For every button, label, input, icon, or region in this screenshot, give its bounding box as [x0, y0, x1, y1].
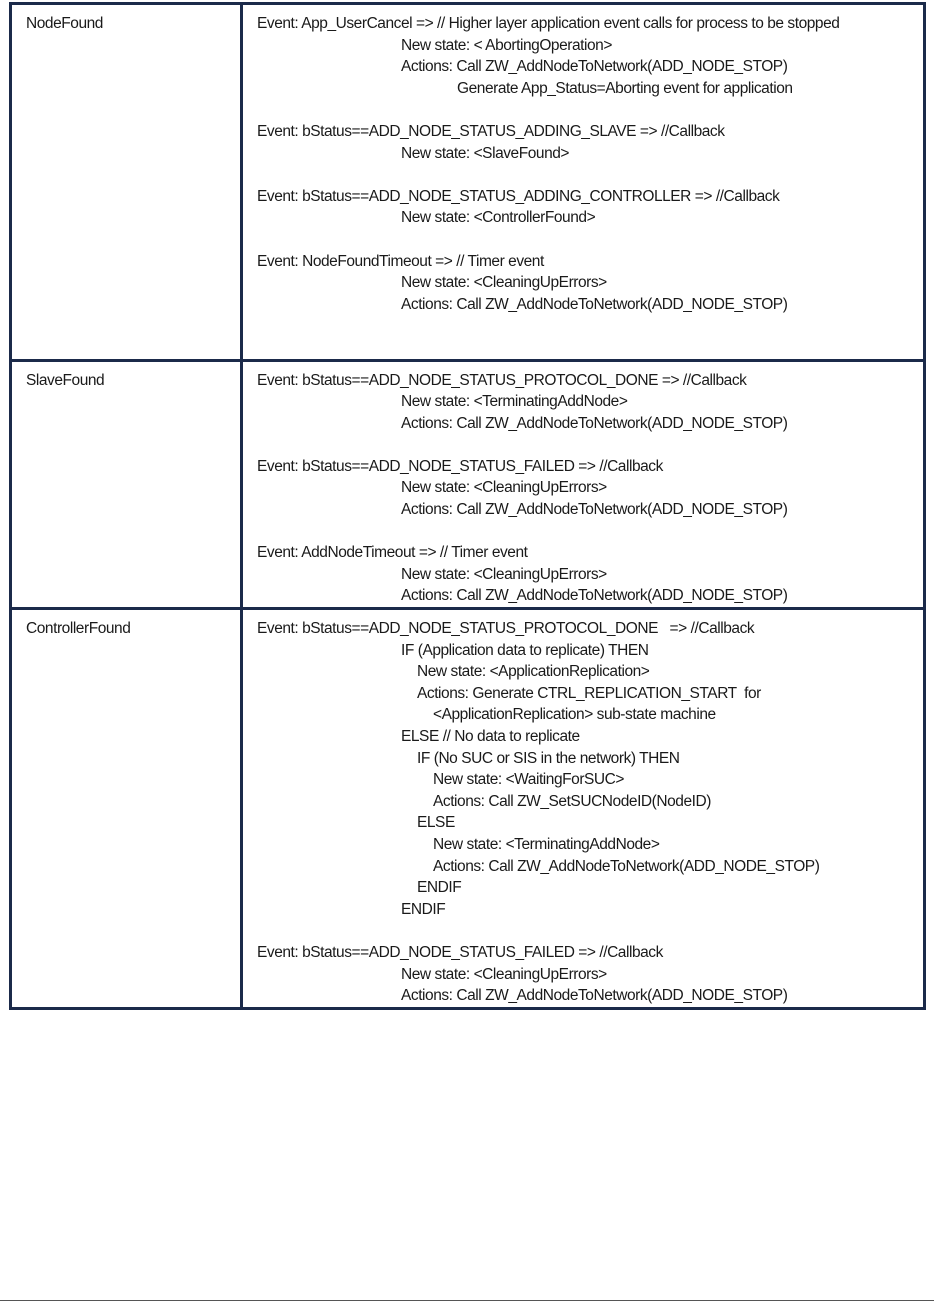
action-line: New state: <TerminatingAddNode> [401, 393, 628, 411]
state-table-body [11, 4, 925, 1009]
state-name: ControllerFound [26, 620, 131, 638]
state-name-cell [11, 609, 242, 1009]
blank-line [257, 315, 923, 337]
event-line: Event: AddNodeTimeout => // Timer event [257, 544, 528, 562]
event-line: Event: App_UserCancel => // Higher layer application event calls for process to be stopped [257, 15, 840, 32]
event-line: Event: bStatus==ADD_NODE_STATUS_ADDING_SLAVE => //Callback [257, 122, 725, 140]
blank-line [257, 920, 923, 942]
event-line: Event: bStatus==ADD_NODE_STATUS_PROTOCOL_DONE => //Callback [257, 371, 747, 389]
blank-line [257, 164, 923, 186]
action-line: New state: < AbortingOperation> [401, 36, 612, 54]
table-row-slavefound [11, 360, 925, 609]
action-line: Actions: Call ZW_SetSUCNodeID(NodeID) [433, 792, 711, 810]
blank-line [257, 521, 923, 543]
action-line: ENDIF [401, 900, 446, 918]
action-line: New state: <CleaningUpErrors> [401, 565, 607, 583]
action-line: New state: <ApplicationReplication> [417, 663, 650, 681]
action-line: New state: <CleaningUpErrors> [401, 274, 607, 292]
action-line: <ApplicationReplication> sub-state machine [433, 706, 716, 724]
state-events-cell [242, 4, 925, 361]
action-line: New state: <WaitingForSUC> [433, 771, 625, 789]
event-line: Event: NodeFoundTimeout => // Timer event [257, 252, 544, 270]
action-line: New state: <ControllerFound> [401, 209, 596, 227]
blank-line [257, 229, 923, 251]
action-line: Actions: Call ZW_AddNodeToNetwork(ADD_NODE_STOP) [401, 987, 788, 1005]
action-line: New state: <TerminatingAddNode> [433, 835, 660, 853]
action-line: Actions: Call ZW_AddNodeToNetwork(ADD_NODE_STOP) [401, 414, 788, 432]
event-line: Event: bStatus==ADD_NODE_STATUS_ADDING_CONTROLLER => //Callback [257, 187, 780, 205]
blank-line [257, 337, 923, 359]
action-line: Actions: Call ZW_AddNodeToNetwork(ADD_NODE_STOP) [401, 58, 788, 76]
action-line: Actions: Call ZW_AddNodeToNetwork(ADD_NODE_STOP) [433, 857, 820, 875]
blank-line [257, 99, 923, 121]
table-row-controllerfound [11, 609, 925, 1009]
action-line: New state: <CleaningUpErrors> [401, 479, 607, 497]
action-line: ELSE [417, 814, 455, 832]
action-line: New state: <SlaveFound> [401, 144, 570, 162]
state-events-cell [242, 360, 925, 609]
state-name-cell [11, 4, 242, 361]
event-line: Event: bStatus==ADD_NODE_STATUS_FAILED => //Callback [257, 457, 663, 475]
state-name: SlaveFound [26, 371, 105, 389]
state-name: NodeFound [26, 15, 103, 32]
action-line: New state: <CleaningUpErrors> [401, 965, 607, 983]
state-name-cell [11, 360, 242, 609]
state-transition-table [9, 2, 926, 1010]
event-line: Event: bStatus==ADD_NODE_STATUS_PROTOCOL_DONE => //Callback [257, 620, 755, 638]
action-line: ENDIF [417, 879, 462, 897]
action-line: Actions: Generate CTRL_REPLICATION_START for [417, 684, 761, 702]
action-line: IF (No SUC or SIS in the network) THEN [417, 749, 680, 767]
page-footer-rule [0, 1300, 934, 1301]
action-line: Actions: Call ZW_AddNodeToNetwork(ADD_NODE_STOP) [401, 501, 788, 519]
action-line: ELSE // No data to replicate [401, 728, 580, 745]
action-line: Generate App_Status=Aborting event for application [457, 79, 793, 97]
action-line: Actions: Call ZW_AddNodeToNetwork(ADD_NODE_STOP) [401, 587, 788, 605]
table-row-nodefound [11, 4, 925, 361]
blank-line [257, 434, 923, 456]
action-line: IF (Application data to replicate) THEN [401, 641, 649, 659]
state-events-cell [242, 609, 925, 1009]
action-line: Actions: Call ZW_AddNodeToNetwork(ADD_NODE_STOP) [401, 295, 788, 313]
event-line: Event: bStatus==ADD_NODE_STATUS_FAILED => //Callback [257, 943, 663, 961]
